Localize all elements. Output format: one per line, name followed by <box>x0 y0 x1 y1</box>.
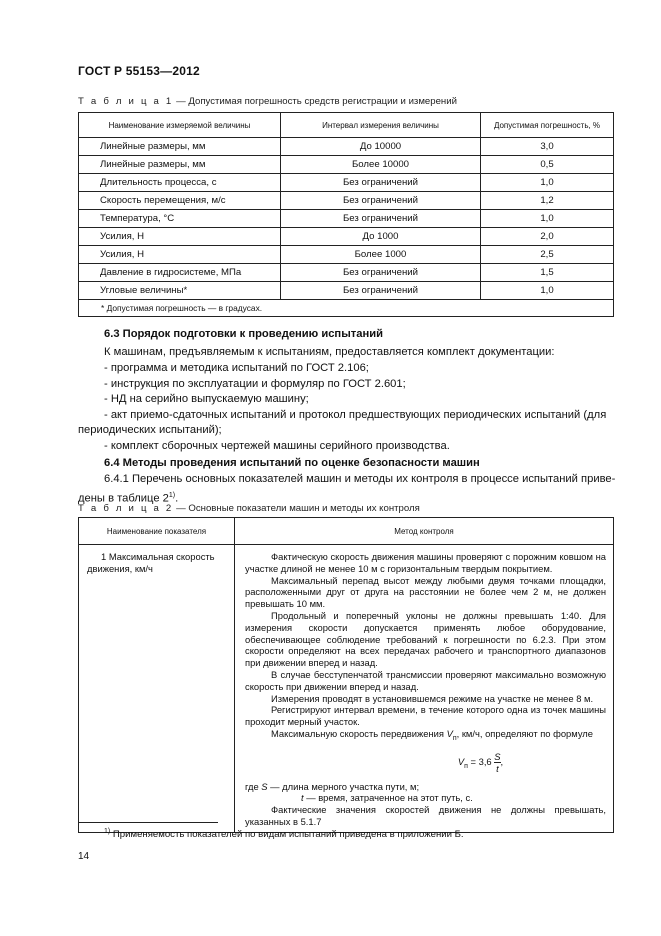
table-cell: До 1000 <box>281 228 481 246</box>
page-number: 14 <box>78 851 90 862</box>
table-cell: 2,5 <box>481 246 614 264</box>
table-row <box>79 156 614 174</box>
table2-caption <box>78 503 420 514</box>
table-cell: Давление в гидросистеме, МПа <box>79 264 281 282</box>
method-paragraph: Регистрируют интервал времени, в течение которого одна из точек машины проходит мерный участок. <box>245 704 606 728</box>
table-cell: Без ограничений <box>281 174 481 192</box>
table1-note: * Допустимая погрешность — в градусах. <box>79 300 614 317</box>
list-item: - комплект сборочных чертежей машины серийного производства. <box>104 440 450 452</box>
footnote-ref: 1) <box>168 492 176 499</box>
list-item-continuation: периодических испытаний); <box>78 424 222 436</box>
table-cell: Без ограничений <box>281 282 481 300</box>
formula-end: , <box>500 755 504 767</box>
section-6-3-heading: 6.3 Порядок подготовки к проведению испытаний <box>104 328 383 340</box>
table-cell: 1,2 <box>481 192 614 210</box>
table-cell: Усилия, Н <box>79 228 281 246</box>
section-6-4-1-period: . <box>175 492 179 505</box>
footnote-mark: 1) <box>104 828 111 835</box>
list-item: - акт приемо-сдаточных испытаний и протокол предшествующих периодических испытаний (для <box>104 409 607 421</box>
indicator-name-line1: 1 Максимальная скорость <box>101 551 215 562</box>
table1 <box>78 112 614 317</box>
table-cell: 2,0 <box>481 228 614 246</box>
list-item: - программа и методика испытаний по ГОСТ 2.106; <box>104 362 369 374</box>
method-paragraph <box>245 728 606 745</box>
formula-intro: Максимальную скорость передвижения <box>271 727 447 739</box>
table-row <box>79 246 614 264</box>
table-cell: Без ограничений <box>281 264 481 282</box>
section-6-4-1-line1: 6.4.1 Перечень основных показателей машин и методы их контроля в процессе испытаний приве- <box>104 473 616 485</box>
table-row <box>79 264 614 282</box>
formula-mid: = 3,6 <box>467 755 495 767</box>
method-paragraph: Фактические значения скоростей движения не должны превышать, указанных в 5.1.7 <box>245 804 606 828</box>
table-cell: 1,0 <box>481 174 614 192</box>
table-cell: Скорость перемещения, м/с <box>79 192 281 210</box>
section-6-4-heading: 6.4 Методы проведения испытаний по оценке безопасности машин <box>104 457 480 469</box>
table2-col-method: Метод контроля <box>235 518 614 545</box>
t-var: t <box>301 792 304 804</box>
formula-numerator: S <box>494 750 501 762</box>
table1-note-row <box>79 300 614 317</box>
table1-col-interval: Интервал измерения величины <box>281 113 481 138</box>
method-paragraph: Фактическую скорость движения машины проверяют с порожним ковшом на участке длиной не менее 10 м с горизонтальным твердым покрытием. <box>245 551 606 574</box>
method-paragraph: В случае бесступенчатой трансмиссии проверяют максимально возможную скорость при движении вперед и назад. <box>245 668 606 692</box>
table1-col-error: Допустимая погрешность, % <box>481 113 614 138</box>
table-row <box>79 138 614 156</box>
indicator-name-line2: движения, км/ч <box>87 562 153 574</box>
table2-caption-prefix: Т а б л и ц а 2 <box>78 503 174 514</box>
table-cell: До 10000 <box>281 138 481 156</box>
table-row <box>79 545 614 833</box>
table-cell: Угловые величины* <box>79 282 281 300</box>
t-text: — время, затраченное на этот путь, с. <box>303 792 473 804</box>
section-6-3-intro: К машинам, предъявляемым к испытаниям, предоставляется комплект документации: <box>104 346 555 358</box>
table1-caption-prefix: Т а б л и ц а 1 <box>78 96 174 107</box>
table-cell: Более 1000 <box>281 246 481 264</box>
method-paragraph: Максимальный перепад высот между любыми двумя точками площадки, расположенными друг от друга на расстоянии не более чем 2 м, не должен превышать 10 мм. <box>245 574 606 610</box>
list-item: - инструкция по эксплуатации и формуляр по ГОСТ 2.601; <box>104 378 406 390</box>
where-prefix: где <box>245 780 262 792</box>
table-cell: Без ограничений <box>281 192 481 210</box>
table-row <box>79 192 614 210</box>
footnote-divider <box>78 822 218 823</box>
table1-caption <box>78 96 457 107</box>
table-cell: 1,0 <box>481 282 614 300</box>
table-cell: Линейные размеры, мм <box>79 138 281 156</box>
table2-method-cell <box>235 545 614 833</box>
formula-var-sub: п <box>452 734 457 742</box>
table-row <box>79 282 614 300</box>
table-row <box>79 228 614 246</box>
section-6-4-1-text: дены в таблице 2 <box>78 492 169 505</box>
table-row <box>79 210 614 228</box>
table-cell: Усилия, Н <box>79 246 281 264</box>
table2-col-indicator: Наименование показателя <box>79 518 235 545</box>
list-item: - НД на серийно выпускаемую машину; <box>104 393 309 405</box>
table-cell: Линейные размеры, мм <box>79 156 281 174</box>
formula-denominator: t <box>496 762 499 774</box>
formula-var: V <box>446 727 453 739</box>
footnote <box>104 828 464 840</box>
table1-caption-text: — Допустимая погрешность средств регистрации и измерений <box>173 96 457 107</box>
speed-formula <box>355 751 606 777</box>
table-cell: Температура, °С <box>79 210 281 228</box>
table-cell: 1,5 <box>481 264 614 282</box>
table2-header-row <box>79 518 614 545</box>
table1-header-row <box>79 113 614 138</box>
table-cell: 3,0 <box>481 138 614 156</box>
method-paragraph: Измерения проводят в установившемся режиме на участке не менее 8 м. <box>271 692 594 704</box>
footnote-text: Применяемость показателей по видам испытаний приведена в приложении Б. <box>110 829 464 841</box>
document-code: ГОСТ Р 55153—2012 <box>78 64 200 78</box>
formula-lhs: V <box>457 755 465 767</box>
table-cell: 1,0 <box>481 210 614 228</box>
method-paragraph: Продольный и поперечный уклоны не должны превышать 1:40. Для измерения скорости допускается применять любое оборудование, обеспечивающее соблюдение требований к погрешности по 6.2.3. При этом скорости определяют на всех передачах рабочего и транспортного диапазонов при движении вперед и назад. <box>245 609 606 669</box>
where-var: S <box>261 780 268 792</box>
table2-caption-text: — Основные показатели машин и методы их контроля <box>173 503 420 514</box>
table2 <box>78 517 614 833</box>
where-text: — длина мерного участка пути, м; <box>267 780 420 792</box>
formula-lhs-sub: п <box>464 762 468 770</box>
table1-col-name: Наименование измеряемой величины <box>79 113 281 138</box>
t-line <box>245 792 606 804</box>
table2-indicator-cell <box>79 545 235 833</box>
table-cell: 0,5 <box>481 156 614 174</box>
table-cell: Без ограничений <box>281 210 481 228</box>
where-line <box>245 781 606 793</box>
formula-intro-end: , км/ч, определяют по формуле <box>456 727 593 739</box>
table-cell: Длительность процесса, с <box>79 174 281 192</box>
table-cell: Более 10000 <box>281 156 481 174</box>
table-row <box>79 174 614 192</box>
